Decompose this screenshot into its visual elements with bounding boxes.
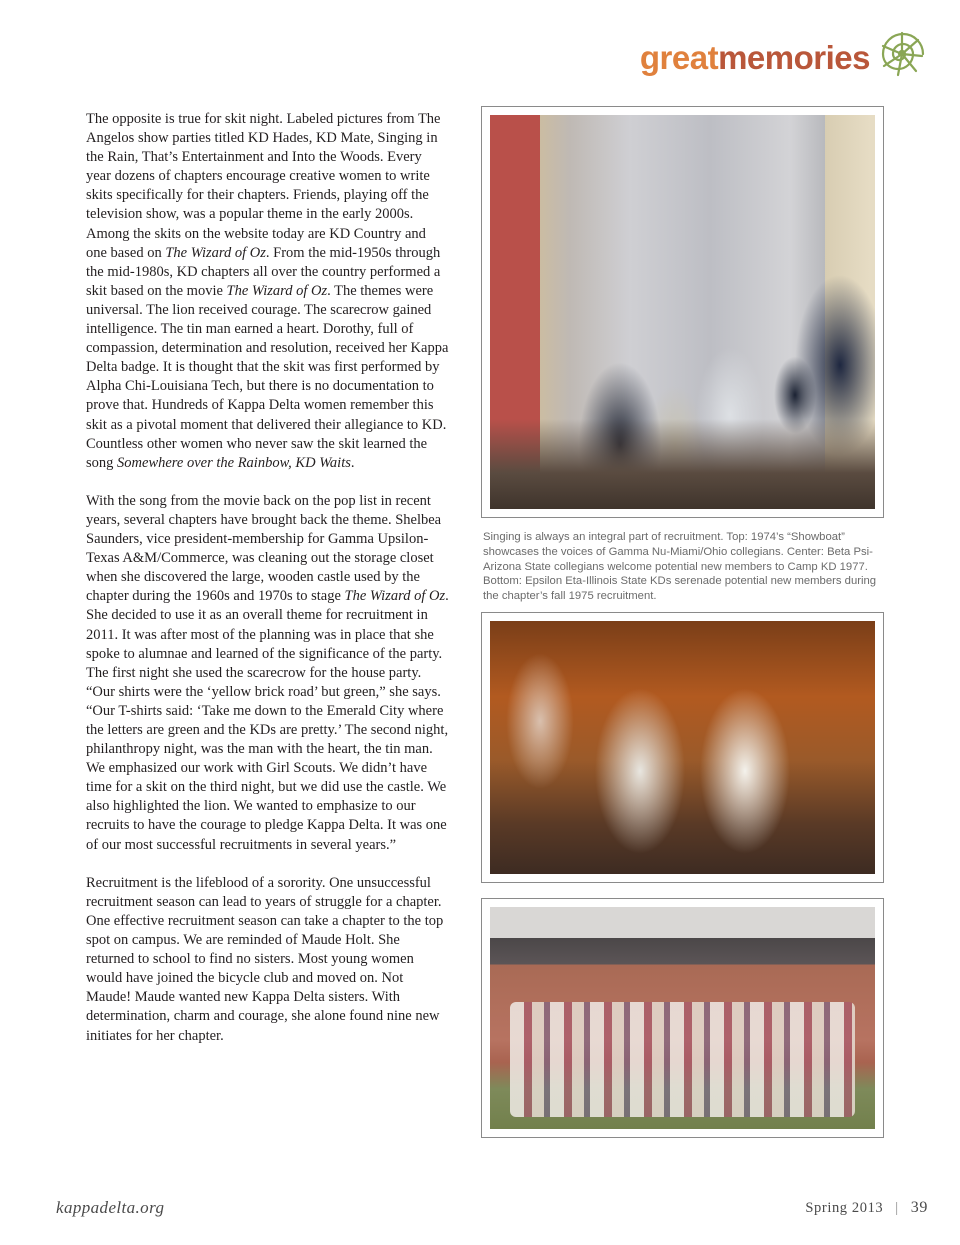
photo-caption: Singing is always an integral part of recruitment. Top: 1974’s “Showboat” showcases the voices of Gamma Nu-Miami/Ohio collegians. Center: Beta Psi-Arizona State collegians welcome potential new members to Camp KD 1977. Bottom: Epsilon Eta-Illinois State KDs serenade potential new members during the chapter’s fall 1975 recruitment. — [483, 531, 877, 603]
section-header — [640, 22, 928, 86]
page-number: 39 — [910, 1199, 928, 1216]
section-title — [639, 38, 870, 76]
footer-separator: | — [895, 1200, 899, 1216]
photo-showboat-1974 — [481, 106, 884, 518]
section-title-great: great — [639, 38, 719, 76]
footer-website: kappadelta.org — [56, 1198, 165, 1217]
nautilus-shell-icon — [876, 24, 928, 84]
article-body — [86, 110, 450, 1065]
photo-camp-kd-1977 — [481, 612, 884, 883]
photo-group-figures — [510, 1002, 855, 1117]
photo-image — [490, 621, 875, 874]
article-paragraph-3: Recruitment is the lifeblood of a sorority. One unsuccessful recruitment season can lead to years of struggle for a chapter. One effective recruitment season can take a chapter to the top spot on campus. We are reminded of Maude Holt. She returned to school to find no sisters. Most young women would have joined the bicycle club and moved on. Not Maude! Maude wanted new Kappa Delta sisters. With determination, charm and courage, she alone found nine new initiates for her chapter. — [86, 874, 444, 1044]
photo-fall-1975-recruitment — [481, 898, 884, 1138]
footer-issue-label: Spring 2013 — [805, 1200, 884, 1216]
section-title-memories: memories — [718, 38, 870, 76]
photo-image — [490, 907, 875, 1129]
article-paragraph-1: The opposite is true for skit night. Labeled pictures from The Angelos show parties titled KD Hades, KD Mate, Singing in the Rain, That’s Entertainment and Into the Woods. Every year dozens of chapters encourage creative women to write skits specifically for their chapters. Friends, playing off the television show, was a popular theme in the early 2000s. Among the skits on the website today are KD Country and one based on The Wizard of Oz. From the mid-1950s through the mid-1980s, KD chapters all over the country performed a skit based on the movie The Wizard of Oz. The themes were universal. The lion received courage. The scarecrow gained intelligence. The tin man earned a heart. Dorothy, full of compassion, determination and resolution, received her Kappa Delta badge. It is thought that the skit was first performed by Alpha Chi-Louisiana Tech, but there is no documentation to prove that. Hundreds of Kappa Delta women remember this skit as a pivotal moment that delivered their allegiance to KD. Countless other women who never saw the skit learned the song Somewhere over the Rainbow, KD Waits. — [86, 111, 449, 471]
footer-issue — [805, 1199, 928, 1217]
article-paragraph-2: With the song from the movie back on the pop list in recent years, several chapters have brought back the theme. Shelbea Saunders, vice president-membership for Gamma Upsilon-Texas A&M/Commerce, was cleaning out the storage closet when she discovered the large, wooden castle used by the chapter during the 1960s and 1970s to stage The Wizard of Oz. She decided to use it as an overall theme for recruitment in 2011. It was after most of the planning was in place that she spoke to alumnae and learned of the significance of the party. The first night she used the scarecrow for the house party. “Our shirts were the ‘yellow brick road’ but green,” she says. “Our T-shirts said: ‘Take me down to the Emerald City where the letters are green and the KDs are pretty.’ The second night, philanthropy night, was the man with the heart, the tin man. We emphasized our work with Girl Scouts. We didn’t have time for a skit on the third night, but we did use the castle. We also highlighted the lion. We wanted to emphasize to our recruits to have the courage to pledge Kappa Delta. It was one of our most successful recruitments in several years.” — [86, 492, 449, 853]
photo-image — [490, 115, 875, 509]
